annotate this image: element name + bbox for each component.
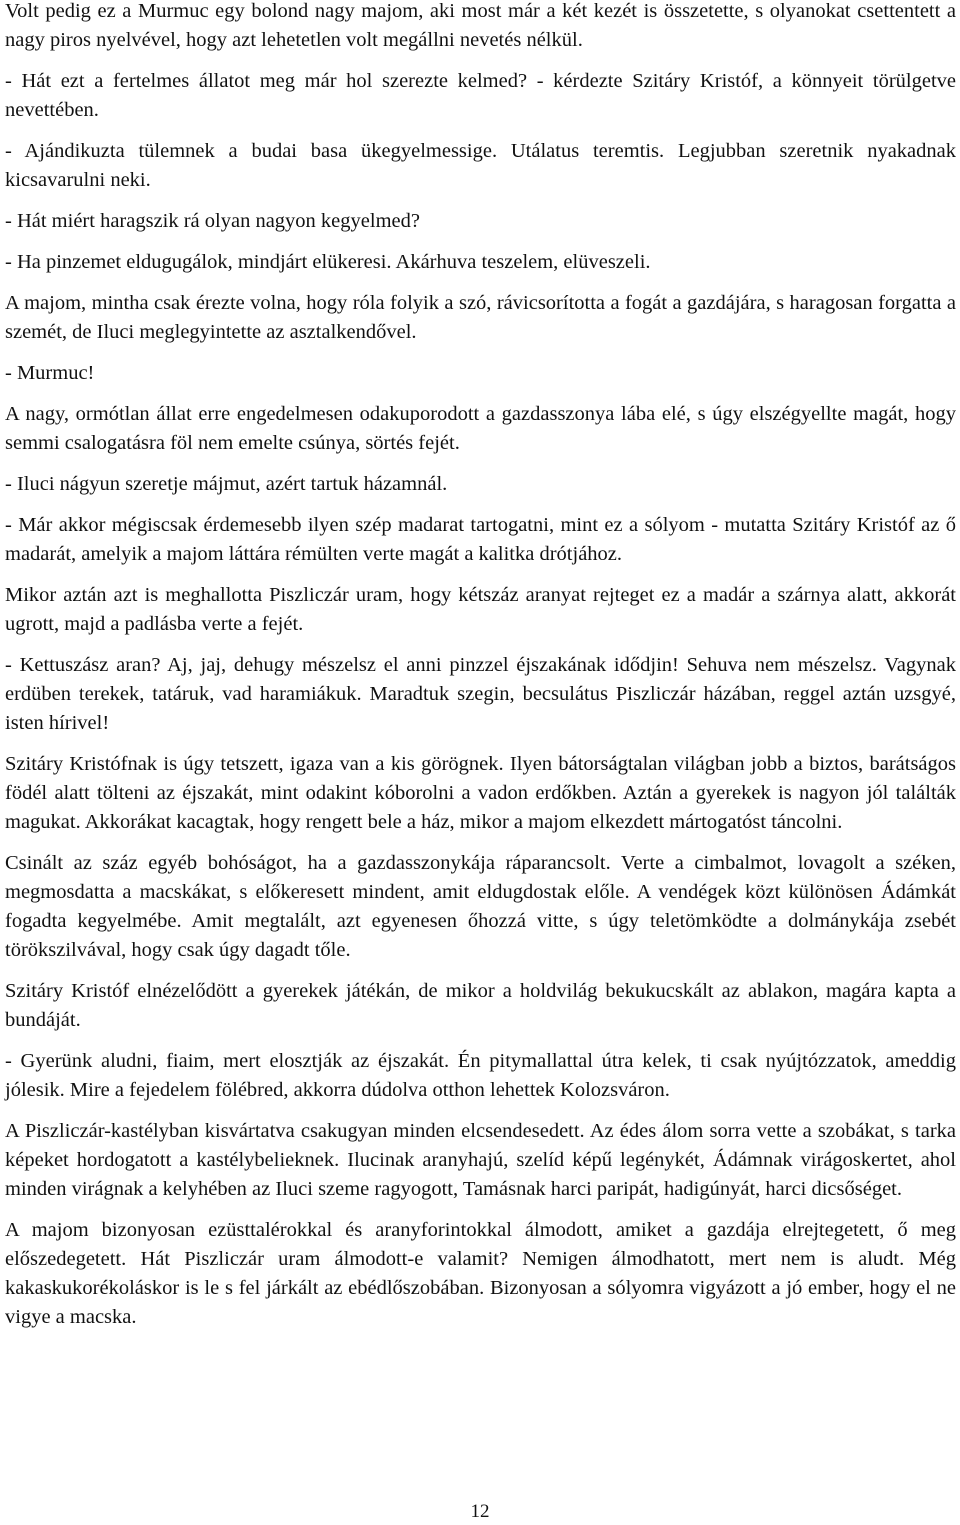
paragraph: Mikor aztán azt is meghallotta Piszliczár uram, hogy kétszáz aranyat rejteget ez a madár a szárnya alatt, akkorát ugrott, majd a padlásba verte a fejét. — [5, 584, 956, 635]
paragraph: - Ha pinzemet eldugugálok, mindjárt elükeresi. Akárhuva teszelem, elüveszeli. — [5, 251, 651, 273]
body-text — [5, 0, 956, 1332]
paragraph: Szitáry Kristóf elnézelődött a gyerekek játékán, de mikor a holdvilág bekukucskált az ablakon, magára kapta a bundáját. — [5, 980, 956, 1031]
paragraph: A majom bizonyosan ezüsttalérokkal és aranyforintokkal álmodott, amiket a gazdája elrejtegetett, ő meg előszedegetett. Hát Piszliczár uram álmodott-e valamit? Nemigen álmodhatott, mert nem is aludt. Még kakaskukorékoláskor is le s fel járkált az ebédlőszobában. Bizonyosan a sólyomra vigyázott a jó ember, hogy el ne vigye a macska. — [5, 1219, 956, 1328]
page-number: 12 — [470, 1501, 490, 1522]
paragraph: A nagy, ormótlan állat erre engedelmesen odakuporodott a gazdasszonya lába elé, s úgy elszégyellte magát, hogy semmi csalogatásra föl nem emelte csúnya, sörtés fejét. — [5, 403, 956, 454]
paragraph: - Kettuszász aran? Aj, jaj, dehugy mészelsz el anni pinzzel éjszakának idődjin! Sehuva nem mészelsz. Vagynak erdüben terekek, tatáruk, vad haramiákuk. Maradtuk szegin, becsulátus Piszliczár házában, reggel aztán uzsgyé, isten hírivel! — [5, 654, 956, 734]
paragraph: A Piszliczár-kastélyban kisvártatva csakugyan minden elcsendesedett. Az édes álom sorra vette a szobákat, s tarka képeket hordogatott a kastélybelieknek. Ilucinak aranyhajú, szelíd képű legénykét, Ádámnak virágoskertet, ahol minden virágnak a kelyhében az Iluci szeme ragyogott, Tamásnak harci paripát, hadigúnyát, harci dicsőséget. — [5, 1120, 956, 1200]
paragraph: - Hát miért haragszik rá olyan nagyon kegyelmed? — [5, 210, 420, 232]
paragraph: - Gyerünk aludni, fiaim, mert elosztják az éjszakát. Én pitymallattal útra kelek, ti csak nyújtózzatok, ameddig jólesik. Mire a fejedelem fölébred, akkorra dúdolva otthon lehettek Kolozsváron. — [5, 1050, 956, 1101]
paragraph: - Ajándikuzta tülemnek a budai basa ükegyelmessige. Utálatus teremtis. Legjubban szeretnik nyakadnak kicsavarulni neki. — [5, 140, 956, 191]
paragraph: Volt pedig ez a Murmuc egy bolond nagy majom, aki most már a két kezét is összetette, s olyanokat csettentett a nagy piros nyelvével, hogy azt lehetetlen volt megállni nevetés nélkül. — [5, 0, 956, 51]
paragraph: - Iluci nágyun szeretje májmut, azért tartuk házamnál. — [5, 473, 448, 495]
paragraph: Csinált az száz egyéb bohóságot, ha a gazdasszonykája ráparancsolt. Verte a cimbalmot, lovagolt a széken, megmosdatta a macskákat, s előkeresett mindent, amit eldugdostak előle. A vendégek közt különösen Ádámkát fogadta kegyelmébe. Amit megtalált, azt egyenesen őhozzá vitte, s úgy teletömködte a dolmánykája zsebét törökszilvával, hogy csak úgy dagadt tőle. — [5, 852, 956, 961]
paragraph: Szitáry Kristófnak is úgy tetszett, igaza van a kis görögnek. Ilyen bátorságtalan világban jobb a biztos, barátságos födél alatt tölteni az éjszakát, mint odakint kóborolni a vadon erdőkben. Aztán a gyerekek is nagyon jól találták magukat. Akkorákat kacagtak, hogy rengett bele a ház, mikor a majom elkezdett mártogatóst táncolni. — [5, 753, 956, 833]
paragraph: - Már akkor mégiscsak érdemesebb ilyen szép madarat tartogatni, mint ez a sólyom - mutatta Szitáry Kristóf az ő madarát, amelyik a majom láttára rémülten verte magát a kalitka drótjához. — [5, 514, 956, 565]
paragraph: - Murmuc! — [5, 362, 95, 384]
paragraph: - Hát ezt a fertelmes állatot meg már hol szerezte kelmed? - kérdezte Szitáry Kristóf, a könnyeit törülgetve nevettében. — [5, 70, 956, 121]
paragraph: A majom, mintha csak érezte volna, hogy róla folyik a szó, rávicsorította a fogát a gazdájára, s haragosan forgatta a szemét, de Iluci meglegyintette az asztalkendővel. — [5, 292, 956, 343]
